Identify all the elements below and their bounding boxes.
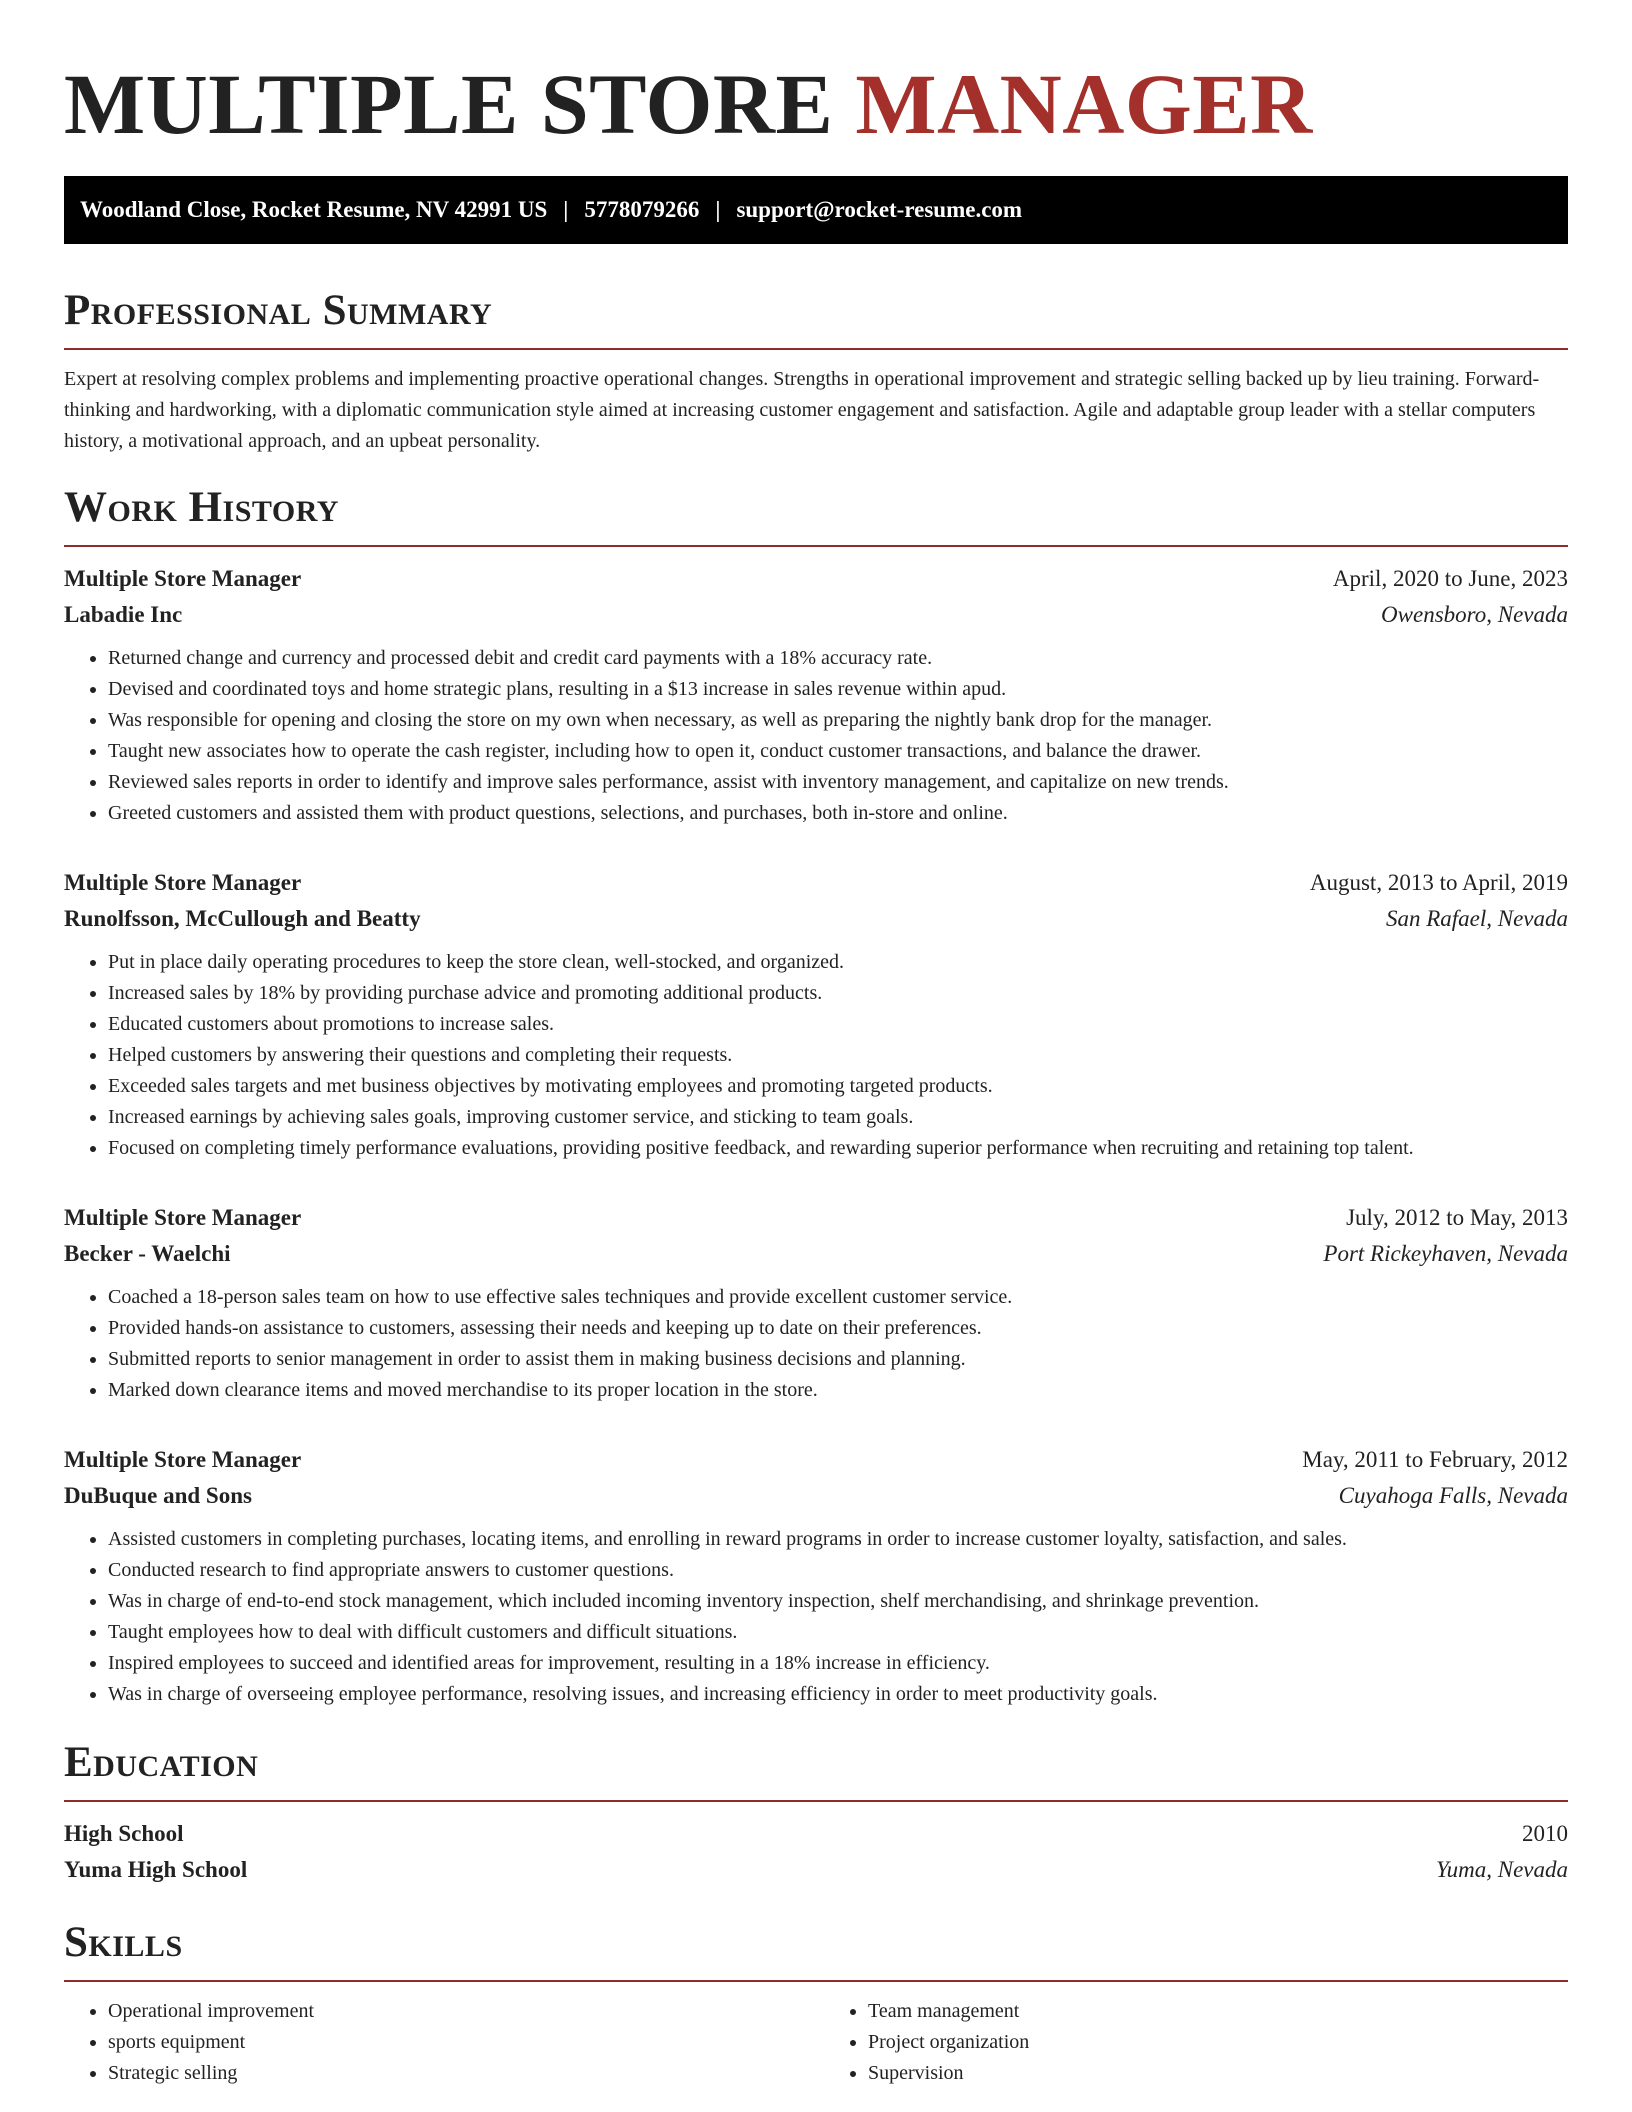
job-bullet: • Was responsible for opening and closing the store on my own when necessary, as well as preparing the nightly bank drop for the manager. [108, 705, 1568, 736]
job-bullet: • Devised and coordinated toys and home strategic plans, resulting in a $13 increase in sales revenue within apud. [108, 674, 1568, 705]
resume-name [64, 0, 1568, 154]
education-school-row [64, 1852, 1568, 1888]
summary-heading: Professional Summary [64, 287, 493, 334]
job-bullet: • Reviewed sales reports in order to identify and improve sales performance, assist with inventory management, and capitalize on new trends. [108, 767, 1568, 798]
job-header-row [64, 865, 1568, 901]
job-bullet: • Educated customers about promotions to increase sales. [108, 1009, 1568, 1040]
job-bullet: • Increased earnings by achieving sales goals, improving customer service, and sticking to team goals. [108, 1102, 1568, 1133]
job-company-row [64, 597, 1568, 633]
job-role: Multiple Store Manager [64, 870, 302, 895]
job-company: Labadie Inc [64, 602, 183, 627]
job-header-row [64, 561, 1568, 597]
job-bullet: • Exceeded sales targets and met business objectives by motivating employees and promoting targeted products. [108, 1071, 1568, 1102]
job-entry [64, 1442, 1568, 1710]
job-bullet: • Helped customers by answering their questions and completing their requests. [108, 1040, 1568, 1071]
skill-item: • Operational improvement [108, 1996, 808, 2027]
job-bullet: • Provided hands-on assistance to customers, assessing their needs and keeping up to date on their preferences. [108, 1313, 1568, 1344]
name-accent: MANAGER [855, 56, 1313, 152]
summary-text: Expert at resolving complex problems and implementing proactive operational changes. Strengths in operational improvement and strategic selling backed up by lieu training. Forward-thinking and hardworking, with a diplomatic communication style aimed at increasing customer engagement and satisfaction. Agile and adaptable group leader with a stellar computers history, a motivational approach, and an upbeat personality. [64, 368, 1540, 452]
contact-email: support@rocket-resume.com [736, 197, 1023, 222]
job-company-row [64, 1478, 1568, 1514]
skill-item: • sports equipment [108, 2027, 808, 2058]
skill-item: • Strategic selling [108, 2058, 808, 2089]
job-bullet: • Assisted customers in completing purchases, locating items, and enrolling in reward programs in order to increase customer loyalty, satisfaction, and sales. [108, 1524, 1568, 1555]
skill-item: • Project organization [868, 2027, 1568, 2058]
job-bullet: • Greeted customers and assisted them with product questions, selections, and purchases, both in-store and online. [108, 798, 1568, 829]
job-role: Multiple Store Manager [64, 1447, 302, 1472]
job-header-row [64, 1200, 1568, 1236]
job-role: Multiple Store Manager [64, 1205, 302, 1230]
section-divider [64, 348, 1568, 350]
job-bullets [64, 1524, 1568, 1710]
job-bullet: • Focused on completing timely performance evaluations, providing positive feedback, and rewarding superior performance when recruiting and retaining top talent. [108, 1133, 1568, 1164]
job-bullet: • Submitted reports to senior management in order to assist them in making business decisions and planning. [108, 1344, 1568, 1375]
job-company: DuBuque and Sons [64, 1483, 252, 1508]
education-school: Yuma High School [64, 1857, 248, 1882]
job-dates: May, 2011 to February, 2012 [1302, 1447, 1568, 1472]
section-divider [64, 1800, 1568, 1802]
job-location: Owensboro, Nevada [1381, 602, 1568, 627]
job-dates: July, 2012 to May, 2013 [1346, 1205, 1568, 1230]
job-bullets [64, 643, 1568, 829]
section-divider [64, 1980, 1568, 1982]
job-bullet: • Inspired employees to succeed and identified areas for improvement, resulting in a 18% increase in efficiency. [108, 1648, 1568, 1679]
job-entry [64, 1200, 1568, 1406]
education-degree-row [64, 1816, 1568, 1852]
job-location: Cuyahoga Falls, Nevada [1338, 1483, 1568, 1508]
education-heading: Education [64, 1739, 259, 1786]
job-company-row [64, 901, 1568, 937]
job-bullet: • Increased sales by 18% by providing purchase advice and promoting additional products. [108, 978, 1568, 1009]
skills-heading: Skills [64, 1919, 183, 1966]
job-bullet: • Taught employees how to deal with difficult customers and difficult situations. [108, 1617, 1568, 1648]
job-bullet: • Was in charge of overseeing employee performance, resolving issues, and increasing efficiency in order to meet productivity goals. [108, 1679, 1568, 1710]
job-role: Multiple Store Manager [64, 566, 302, 591]
job-bullet: • Coached a 18-person sales team on how to use effective sales techniques and provide excellent customer service. [108, 1282, 1568, 1313]
job-dates: April, 2020 to June, 2023 [1332, 566, 1568, 591]
section-divider [64, 545, 1568, 547]
education-entry [64, 1816, 1568, 1888]
job-company-row [64, 1236, 1568, 1272]
contact-address: Woodland Close, Rocket Resume, NV 42991 US [80, 197, 548, 222]
job-location: San Rafael, Nevada [1385, 906, 1568, 931]
contact-phone: 5778079266 [584, 197, 700, 222]
skills-column-left [64, 1996, 808, 2089]
job-company: Runolfsson, McCullough and Beatty [64, 906, 421, 931]
job-bullet: • Returned change and currency and processed debit and credit card payments with a 18% accuracy rate. [108, 643, 1568, 674]
contact-separator: | [563, 197, 569, 222]
job-header-row [64, 1442, 1568, 1478]
skills-column-right [824, 1996, 1568, 2089]
job-company: Becker - Waelchi [64, 1241, 231, 1266]
contact-separator: | [715, 197, 721, 222]
skill-item: • Supervision [868, 2058, 1568, 2089]
job-entry [64, 561, 1568, 829]
name-primary: MULTIPLE STORE [64, 56, 834, 152]
education-location: Yuma, Nevada [1435, 1857, 1568, 1882]
contact-bar [64, 176, 1568, 244]
job-dates: August, 2013 to April, 2019 [1309, 870, 1568, 895]
job-location: Port Rickeyhaven, Nevada [1323, 1241, 1568, 1266]
education-degree: High School [64, 1821, 184, 1846]
skill-item: • Team management [868, 1996, 1568, 2027]
job-bullets [64, 1282, 1568, 1406]
job-bullet: • Put in place daily operating procedures to keep the store clean, well-stocked, and organized. [108, 947, 1568, 978]
work-history-heading: Work History [64, 484, 339, 531]
skills-grid [64, 1996, 1568, 2089]
job-bullet: • Taught new associates how to operate the cash register, including how to open it, conduct customer transactions, and balance the drawer. [108, 736, 1568, 767]
job-entry [64, 865, 1568, 1164]
job-bullets [64, 947, 1568, 1164]
job-bullet: • Marked down clearance items and moved merchandise to its proper location in the store. [108, 1375, 1568, 1406]
job-bullet: • Was in charge of end-to-end stock management, which included incoming inventory inspection, shelf merchandising, and shrinkage prevention. [108, 1586, 1568, 1617]
education-year: 2010 [1522, 1821, 1568, 1846]
job-bullet: • Conducted research to find appropriate answers to customer questions. [108, 1555, 1568, 1586]
